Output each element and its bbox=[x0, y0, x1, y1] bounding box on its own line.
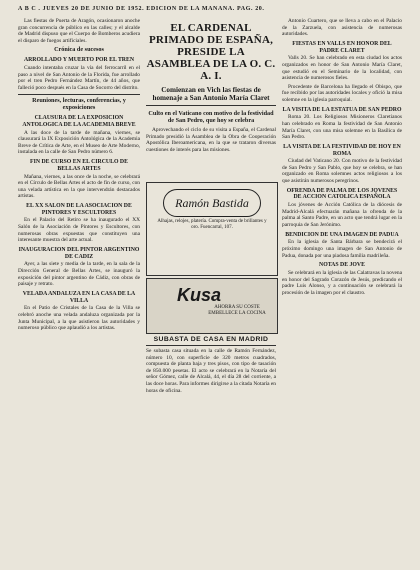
article-heading: INAUGURACION DEL PINTOR ARGENTINO DE CADIZ bbox=[18, 246, 140, 260]
article-heading: LA VISITA DE LA ESTATUA DE SAN PEDRO bbox=[282, 106, 402, 113]
article-heading: FIN DE CURSO EN EL CIRCULO DE BELLAS ARTES bbox=[30, 158, 128, 172]
article-heading: NOTAS DE JOVE bbox=[319, 262, 365, 269]
article-paragraph: En el Patio de Cristales de la Casa de la Villa se celebró anoche una velada andaluza organizada por la Junta Municipal, a la que asistieron las autoridades y numeroso público que aplaudió a los artistas. bbox=[18, 305, 140, 332]
article-heading: ARROLLADO Y MUERTO POR EL TREN bbox=[23, 57, 135, 64]
article-paragraph: Procedente de Barcelona ha llegado el Obispo, que fue recibido por las autoridades locales y ofició la misa solemne en la iglesia parroquial. bbox=[282, 83, 402, 103]
article-paragraph: Los jóvenes de Acción Católica de la diócesis de Madrid-Alcalá efectuarán mañana la ofrenda de la palma al Santo Padre, en un acto que tendrá lugar en la parroquia de San Jerónimo. bbox=[282, 202, 402, 229]
divider bbox=[146, 105, 276, 106]
auction-heading: SUBASTA DE CASA EN MADRID bbox=[146, 336, 276, 346]
article-paragraph: Ayer, a las siete y media de la tarde, en la sala de la Dirección General de Bellas Artes, se inauguró la exposición del pintor argentino de Cádiz, con obras de paisaje y retrato. bbox=[18, 261, 140, 288]
article-paragraph: Valls 20. Se han celebrado en esta ciudad los actos organizados en honor de San Antonio María Claret, que estudió en el Seminario de la localidad, con asistencia de numerosos fieles. bbox=[282, 55, 402, 82]
article-heading: VELADA ANDALUZA EN LA CASA DE LA VILLA bbox=[22, 290, 136, 304]
article-heading: CLAUSURA DE LA EXPOSICION ANTOLOGICA DE LA ACADEMIA BREVE bbox=[22, 114, 136, 128]
jeweler-logo: Ramón Bastida bbox=[163, 189, 261, 217]
section-heading: Crónica de sucesos bbox=[54, 46, 104, 54]
article-paragraph: Mañana, viernes, a las once de la noche, se celebrará en el Círculo de Bellas Artes el acto de fin de curso, con una velada artística en la que intervendrán destacados artistas. bbox=[18, 173, 140, 200]
divider bbox=[18, 94, 140, 95]
subheadline: Comienzan en Vich las fiestas de homenaje a San Antonio María Claret bbox=[152, 86, 270, 102]
article-heading: OFRENDA DE PALMA DE LOS JOVENES DE ACCION CATOLICA ESPAÑOLA bbox=[286, 187, 398, 201]
kusa-advertisement bbox=[146, 278, 278, 334]
section-heading: Reuniones, lecturas, conferencias, y exposiciones bbox=[32, 97, 126, 112]
article-paragraph: Cuando intentaba cruzar la vía del ferrocarril en el paso a nivel de San Antonio de la Florida, fue arrollado por el tren Pedro Fernández Martín, de 44 años, que falleció poco después en la Casa de Socorro del distrito. bbox=[18, 64, 140, 91]
lead-paragraph: Las fiestas de Puerta de Aragón, ocasionaron anoche gran concurrencia de público en las calles; y el alcalde de Madrid dispuso que el Cuerpo de Bomberos acudiera el disparo de fuegos artificiales. bbox=[18, 18, 140, 44]
article-paragraph: Ciudad del Vaticano 20. Con motivo de la festividad de San Pedro y San Pablo, que hoy se celebra, se han organizado en Roma solemnes actos religiosos a los que asistirán numerosos peregrinos. bbox=[282, 158, 402, 185]
article-heading: EL XX SALON DE LA ASOCIACION DE PINTORES Y ESCULTORES bbox=[26, 202, 132, 216]
article-paragraph: Antonio Cuartero, que se lleva a cabo en el Palacio de la Zarzuela, con asistencia de numerosas autoridades. bbox=[282, 18, 402, 38]
article-heading: BENDICION DE UNA IMAGEN DE PADUA bbox=[285, 231, 399, 238]
headline: EL CARDENAL PRIMADO DE ESPAÑA, PRESIDE LA ASAMBLEA DE LA O. C. A. I. bbox=[146, 22, 276, 82]
article-heading: LA VISITA DE LA FESTIVIDAD DE HOY EN ROMA bbox=[283, 143, 401, 157]
article-paragraph: En la iglesia de Santa Bárbara se bendecirá el próximo domingo una imagen de San Antonio de Padua, donada por una piadosa familia madrileña. bbox=[282, 239, 402, 259]
jeweler-advertisement bbox=[146, 182, 278, 276]
kusa-tagline: AHORRA SU COSTE EMBELLECE LA COCINA bbox=[208, 305, 266, 316]
article-heading: FIESTAS EN VALLS EN HONOR DEL PADRE CLARET bbox=[292, 40, 392, 54]
column-center-top bbox=[146, 18, 276, 178]
article-paragraph: Roma 20. Los Religiosos Misioneros Claretianos han celebrado en Roma la festividad de San Antonio María Claret, con una misa solemne en la Basílica de San Pedro. bbox=[282, 114, 402, 141]
auction-body: Se subasta casa situada en la calle de Ramón Fernández, número 10, con superficie de 320 metros cuadrados, compuesta de planta baja y tres pisos, con tipo de tasación de 850.000 pesetas. El acto se celebrará en la Notaría del señor Gómez, calle de Alcalá, 44, el día 28 del corriente, a las doce horas. Para informes dirigirse a la citada Notaría en horas de oficina. bbox=[146, 348, 276, 394]
article-paragraph: A las doce de la tarde de mañana, viernes, se clausurará la IX Exposición Antológica de la Academia Breve de Crítica de Arte, en el Museo de Arte Moderno, instalada en la calle de San Pedro número 6. bbox=[18, 129, 140, 156]
kusa-brand: Kusa bbox=[177, 285, 222, 305]
headline-body: Aprovechando el ciclo de su visita a España, el Cardenal Primado presidió la Asamblea de la Obra de Cooperación Apostólica Iberoamericana, en la que se trataron diversas cuestiones de interés para las misiones. bbox=[146, 127, 276, 153]
subheadline-secondary: Culto en el Vaticano con motivo de la festividad de San Pedro, que hoy se celebra bbox=[148, 110, 274, 124]
auction-notice bbox=[146, 336, 276, 566]
column-right bbox=[282, 18, 402, 566]
column-left bbox=[18, 18, 140, 566]
article-paragraph: Se celebrará en la iglesia de las Calatravas la novena en honor del Sagrado Corazón de Jesús, predicando el padre Luis Alonso, y a continuación se celebrará la procesión de la imagen por el claustro. bbox=[282, 270, 402, 296]
jeweler-ad-text: Alhajas, relojes, platería. Compra-venta de brillantes y oro. Fuencarral, 107. bbox=[157, 219, 267, 230]
article-paragraph: En el Palacio del Retiro se ha inaugurado el XX Salón de la Asociación de Pintores y Escultores, con numerosas obras expuestas que constituyen una interesante muestra del arte actual. bbox=[18, 217, 140, 244]
page-header: A B C . JUEVES 20 DE JUNIO DE 1952. EDICION DE LA MAÑANA. PAG. 20. bbox=[18, 6, 265, 12]
